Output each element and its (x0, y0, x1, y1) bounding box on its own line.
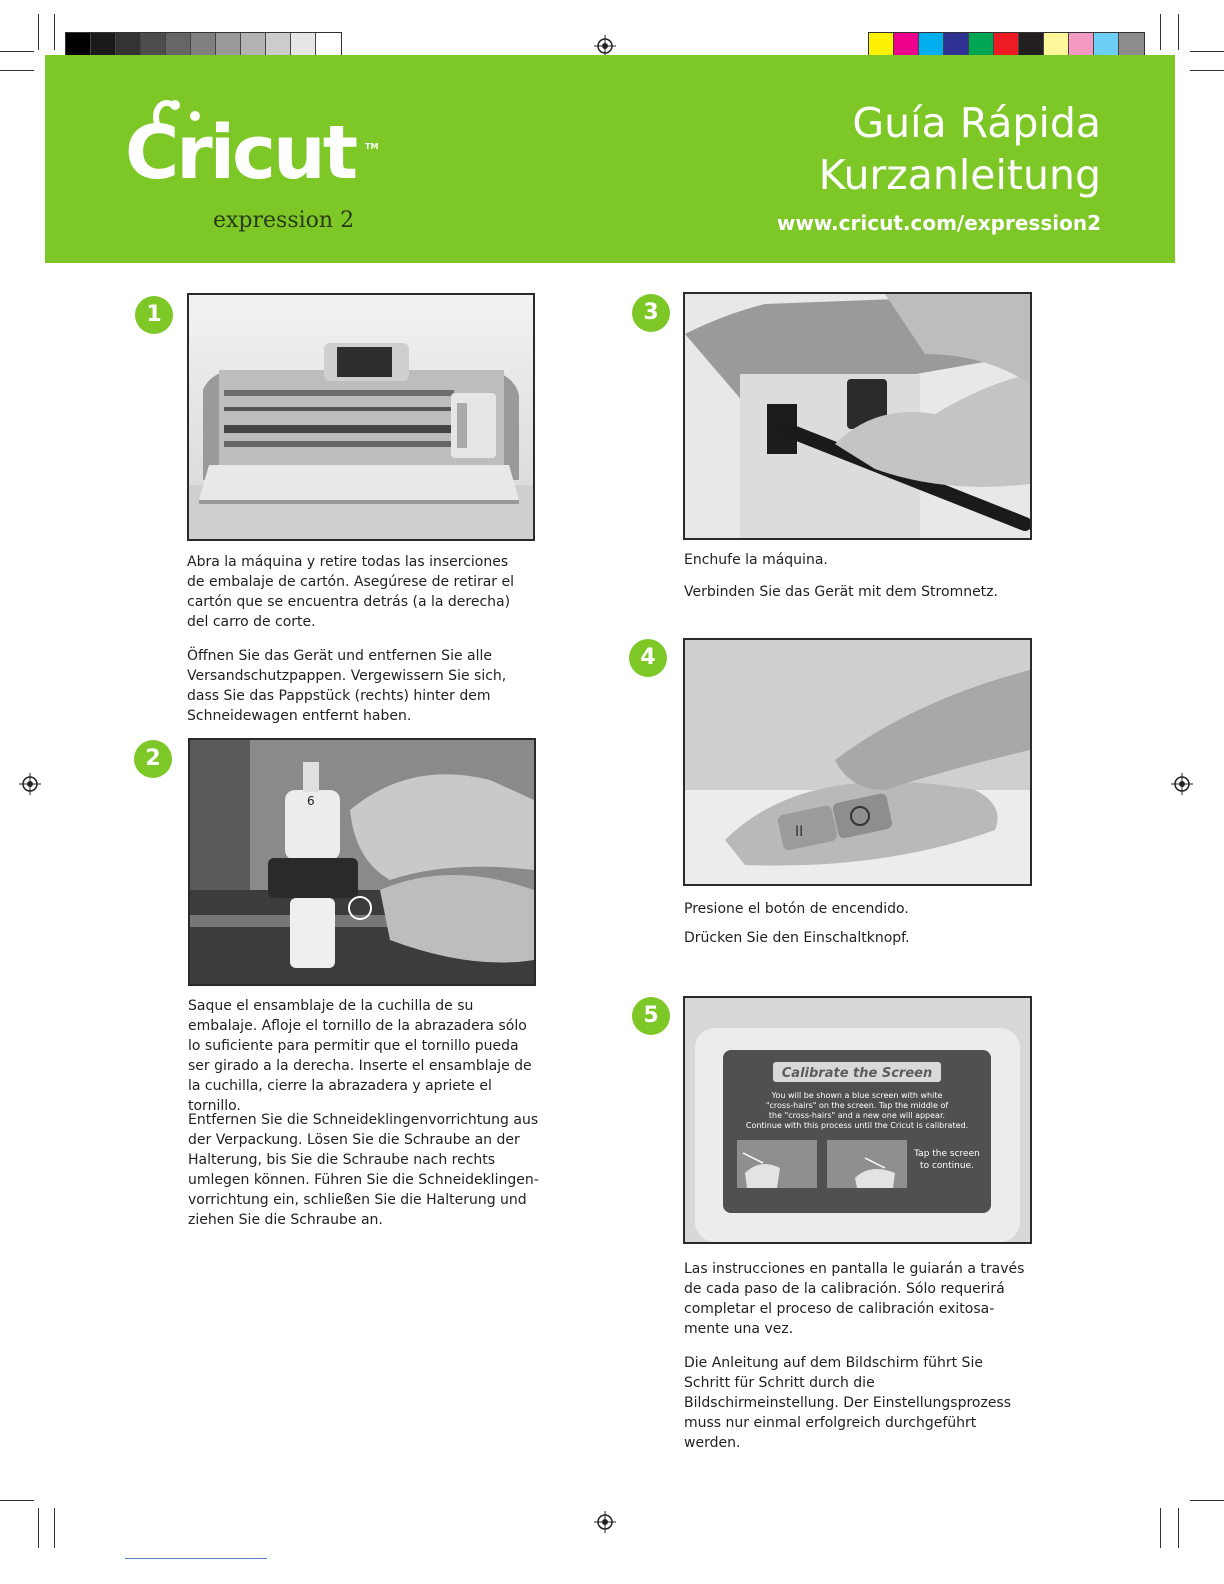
calibrate-screen-line: the "cross-hairs" and a new one will appear. (768, 1111, 946, 1120)
crop-mark (1178, 14, 1179, 50)
step-1-photo (187, 293, 535, 541)
color-swatch (1119, 33, 1144, 57)
color-swatch (291, 33, 316, 57)
step-number-badge: 3 (632, 294, 670, 332)
logo-wordmark: Cricut (125, 110, 356, 196)
color-swatch (266, 33, 291, 57)
step-3-text-spanish: Enchufe la máquina. (684, 552, 828, 568)
color-swatch (1069, 33, 1094, 57)
crop-mark (125, 1558, 267, 1559)
svg-text:6: 6 (307, 794, 315, 808)
step-3-photo (683, 292, 1032, 540)
color-swatch (1019, 33, 1044, 57)
color-swatch (944, 33, 969, 57)
calibrate-screen-title: Calibrate the Screen (781, 1066, 933, 1081)
crop-mark (1190, 51, 1224, 52)
registration-mark-icon (19, 773, 41, 795)
color-swatch (191, 33, 216, 57)
step-4-text-german: Drücken Sie den Einschaltknopf. (684, 930, 910, 946)
color-swatch (316, 33, 341, 57)
color-swatch (1094, 33, 1119, 57)
calibrate-screen-line: Continue with this process until the Cricut is calibrated. (745, 1121, 969, 1130)
step-4-photo (683, 638, 1032, 886)
step-5-photo (683, 996, 1032, 1244)
step-number-badge: 5 (632, 997, 670, 1035)
website-url: www.cricut.com/expression2 (776, 211, 1101, 235)
step-number-badge: 2 (134, 740, 172, 778)
crop-mark (0, 1500, 34, 1501)
logo-model-name: expression 2 (213, 208, 355, 233)
registration-mark-icon (594, 1511, 616, 1533)
cutting-machine-open-photo (189, 295, 533, 539)
step-5-text-german: Die Anleitung auf dem Bildschirm führt Sie Schritt für Schritt durch die Bildschirmeinstellung. Der Einstellungsprozess muss nur einmal erfolgreich durchgeführt werden. (684, 1355, 1012, 1451)
color-swatch (919, 33, 944, 57)
crop-mark (0, 51, 34, 52)
crop-mark (54, 14, 55, 50)
crop-mark (1160, 14, 1161, 50)
cricut-logo (125, 100, 395, 240)
title-german: Kurzanleitung (818, 151, 1101, 199)
color-swatch (869, 33, 894, 57)
crop-mark (1160, 1508, 1161, 1548)
step-4-text-spanish: Presione el botón de encendido. (684, 901, 909, 917)
crop-mark (38, 1508, 39, 1548)
calibrate-screen-photo (685, 998, 1030, 1242)
calibrate-screen-line: "cross-hairs" on the screen. Tap the middle of (765, 1101, 949, 1110)
step-2-text-german: Entfernen Sie die Schneideklingenvorrichtung aus der Verpackung. Lösen Sie die Schraube an der Halterung, bis Sie die Schraube nach rechts umlegen können. Führen Sie die Schneideklingen-vorrichtung ein, schließen Sie die Halterung und ziehen Sie die Schraube an. (188, 1112, 539, 1228)
header-banner (45, 55, 1175, 263)
color-swatch (66, 33, 91, 57)
color-swatch (1044, 33, 1069, 57)
power-button-photo (685, 640, 1030, 884)
color-swatch (116, 33, 141, 57)
color-swatch (91, 33, 116, 57)
registration-mark-icon (594, 35, 616, 57)
step-1-text-german: Öffnen Sie das Gerät und entfernen Sie alle Versandschutzpappen. Vergewissern Sie sich, dass Sie das Pappstück (rechts) hinter dem Schneidewagen entfernt haben. (187, 648, 507, 724)
step-1-text-spanish: Abra la máquina y retire todas las inserciones de embalaje de cartón. Asegúrese de retirar el cartón que se encuentra detrás (a la derecha) del carro de corte. (187, 554, 514, 630)
registration-mark-icon (1171, 773, 1193, 795)
step-number-badge: 4 (629, 639, 667, 677)
calibrate-screen-line: You will be shown a blue screen with white (771, 1091, 943, 1100)
color-swatch (994, 33, 1019, 57)
step-2-photo (188, 738, 536, 986)
crop-mark (38, 14, 39, 50)
color-swatch (141, 33, 166, 57)
logo-trademark: TM (365, 142, 379, 151)
color-swatch (969, 33, 994, 57)
crop-mark (1190, 70, 1224, 71)
crop-mark (1178, 1508, 1179, 1548)
crop-mark (54, 1508, 55, 1548)
step-3-text-german: Verbinden Sie das Gerät mit dem Stromnetz. (684, 584, 998, 600)
calibrate-screen-tap: to continue. (920, 1161, 974, 1171)
color-swatch (216, 33, 241, 57)
color-swatch (166, 33, 191, 57)
step-number-badge: 1 (135, 296, 173, 334)
blade-assembly-photo (190, 740, 534, 984)
calibrate-screen-tap: Tap the screen (914, 1149, 980, 1159)
power-plug-photo (685, 294, 1030, 538)
step-2-text-spanish: Saque el ensamblaje de la cuchilla de su embalaje. Afloje el tornillo de la abrazadera sólo lo suficiente para permitir que el tornillo pueda ser girado a la derecha. Inserte el ensamblaje de la cuchilla, cierre la abrazadera y apriete el tornillo. (188, 998, 532, 1114)
title-spanish: Guía Rápida (852, 99, 1101, 147)
color-swatch (241, 33, 266, 57)
step-5-text-spanish: Las instrucciones en pantalla le guiarán a través de cada paso de la calibración. Sólo requerirá completar el proceso de calibración exitosa-mente una vez. (684, 1261, 1025, 1337)
color-swatch (894, 33, 919, 57)
crop-mark (1190, 1500, 1224, 1501)
svg-text:II: II (795, 824, 804, 840)
crop-mark (0, 70, 34, 71)
